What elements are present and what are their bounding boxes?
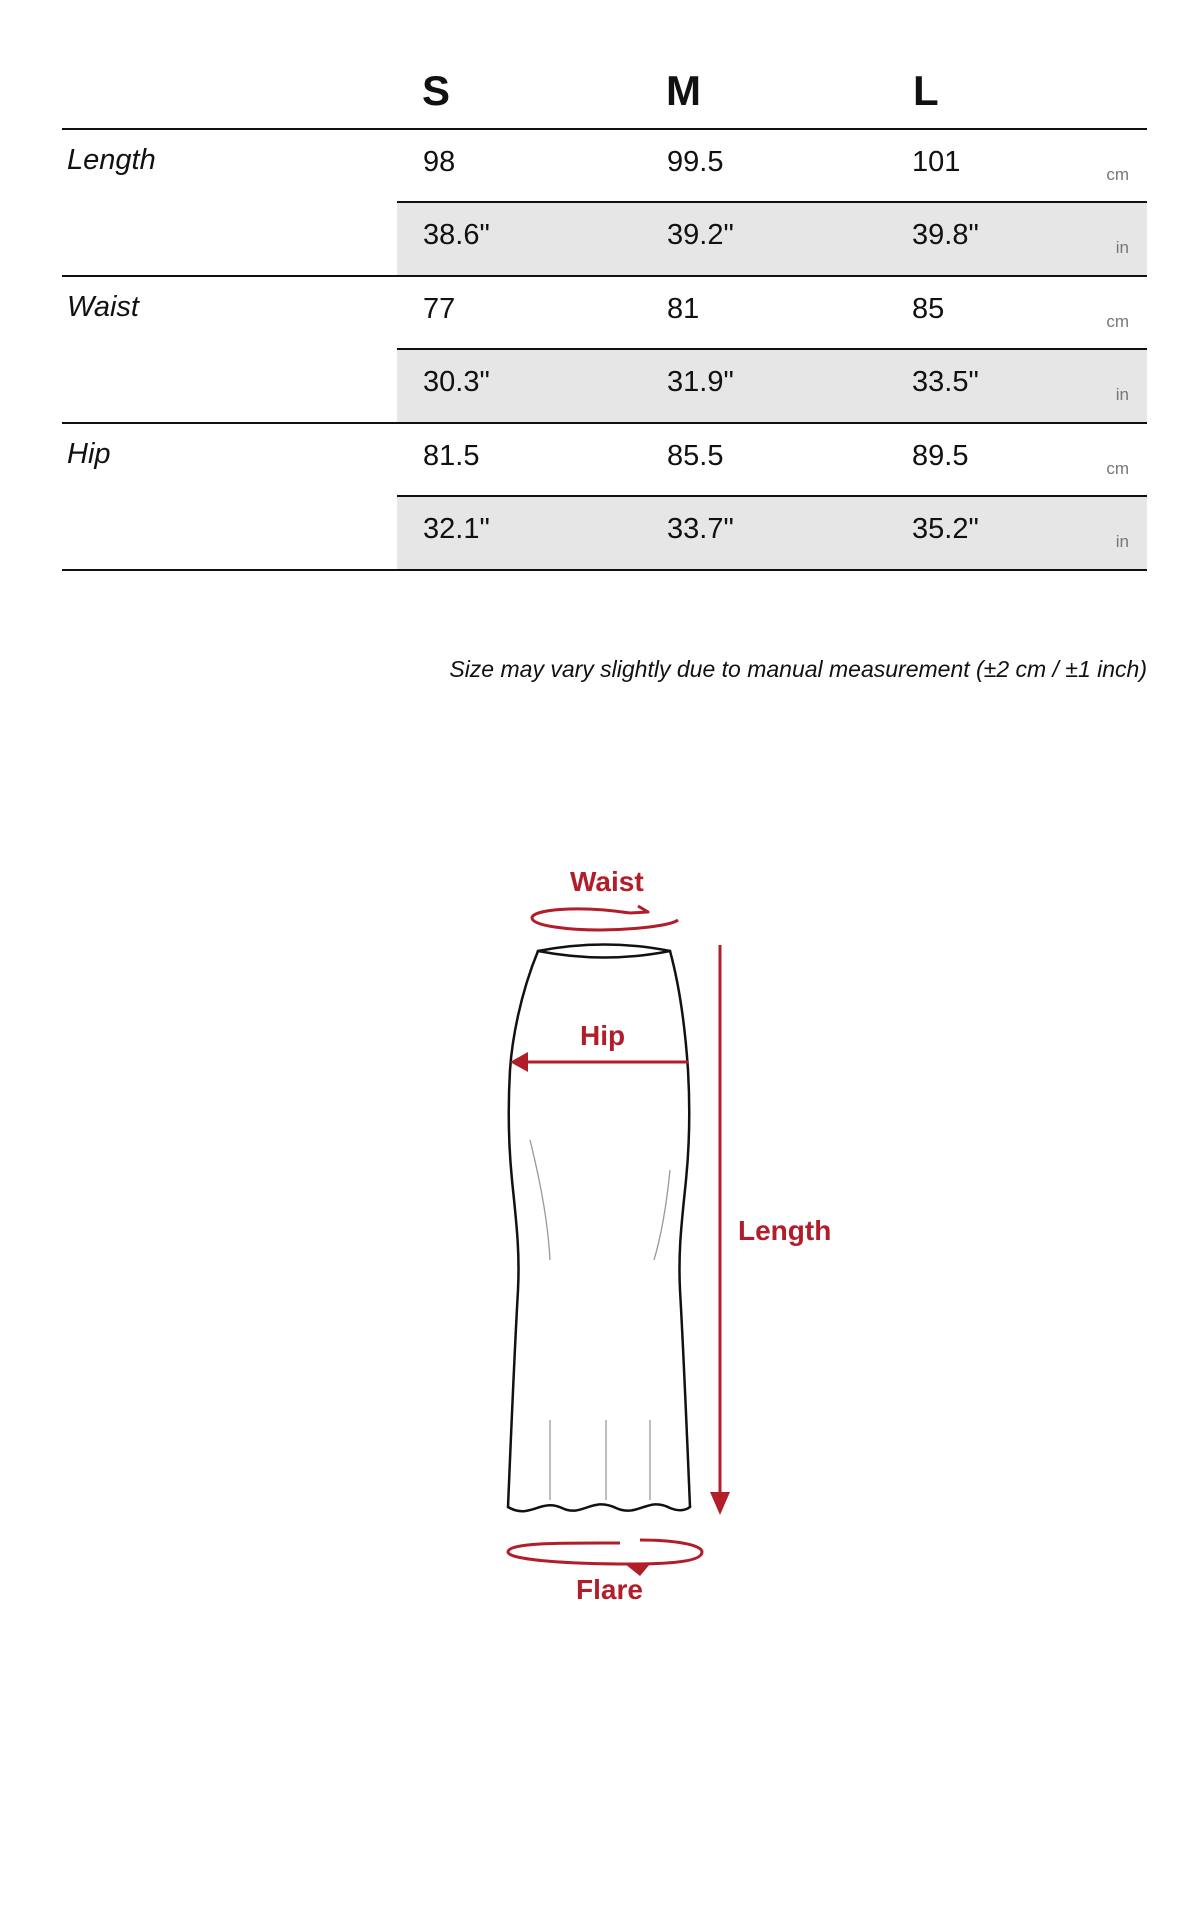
hip-label: Hip [67,438,111,470]
hip-diagram-label: Hip [580,1020,626,1051]
waist-in-row [397,350,1147,422]
hip-m-in: 33.7" [667,513,734,545]
unit-cm: cm [1106,459,1129,478]
waist-block [62,277,1147,424]
hip-in-row [397,497,1147,569]
unit-cm: cm [1106,165,1129,184]
length-m-in: 39.2" [667,219,734,251]
hip-s-in: 32.1" [423,513,490,545]
size-s-header: S [422,67,451,114]
flare-diagram-label: Flare [576,1574,643,1605]
measurement-note: Size may vary slightly due to manual measurement (±2 cm / ±1 inch) [449,656,1147,682]
length-diagram-label: Length [738,1215,832,1246]
waist-l-in: 33.5" [912,366,979,398]
size-l-header: L [913,67,939,114]
length-m-cm: 99.5 [667,146,724,178]
length-l-cm: 101 [912,146,961,178]
unit-in: in [1115,385,1129,404]
waist-arrow [532,906,678,930]
length-label: Length [67,144,156,176]
waist-label: Waist [67,291,139,323]
waist-diagram-label: Waist [570,866,644,897]
waist-cm-row [397,277,1147,350]
hip-l-cm: 89.5 [912,440,969,472]
length-l-in: 39.8" [912,219,979,251]
waist-l-cm: 85 [912,293,945,325]
length-block [62,130,1147,277]
size-m-header: M [666,67,701,114]
waist-m-in: 31.9" [667,366,734,398]
unit-in: in [1115,532,1129,551]
unit-in: in [1115,238,1129,257]
flare-arrow [508,1540,702,1564]
length-cm-row [397,130,1147,203]
length-in-row [397,203,1147,275]
waist-s-in: 30.3" [423,366,490,398]
hip-s-cm: 81.5 [423,440,480,472]
hip-cm-row [397,424,1147,497]
size-header-row [62,60,1147,130]
waist-s-cm: 77 [423,293,456,325]
waist-m-cm: 81 [667,293,700,325]
length-s-in: 38.6" [423,219,490,251]
hip-m-cm: 85.5 [667,440,724,472]
skirt-diagram [470,860,870,1620]
unit-cm: cm [1106,312,1129,331]
size-chart [62,60,1147,682]
hip-block [62,424,1147,571]
hip-l-in: 35.2" [912,513,979,545]
length-s-cm: 98 [423,146,456,178]
